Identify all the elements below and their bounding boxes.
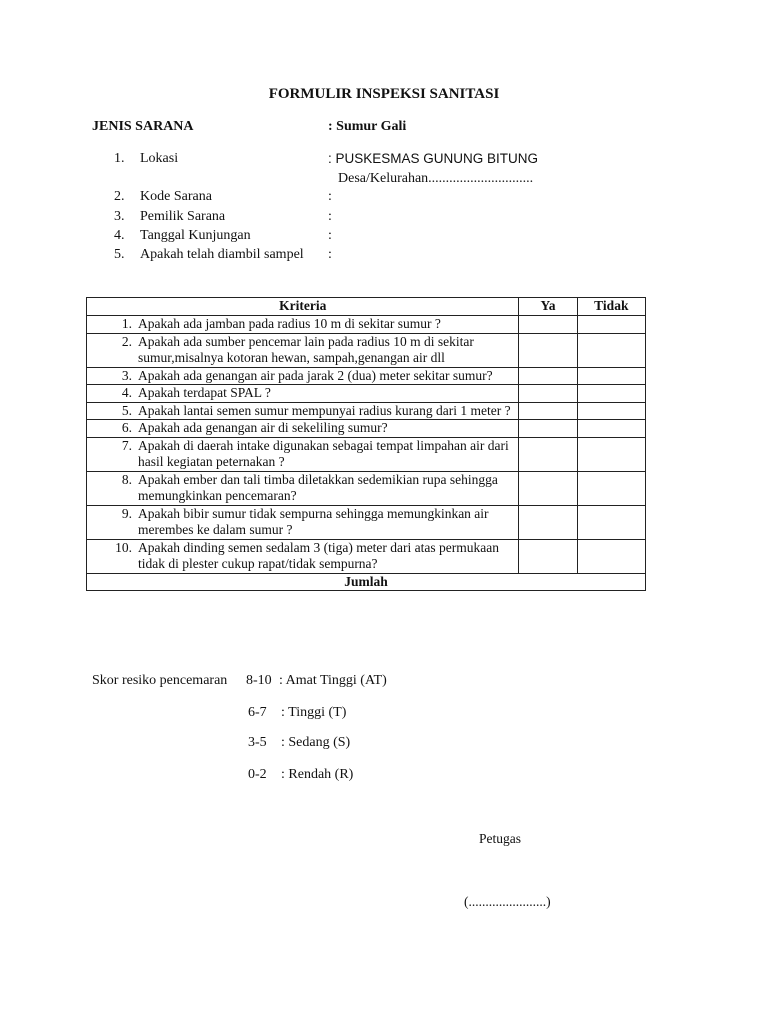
info-num: 4. — [114, 228, 125, 243]
info-num: 5. — [114, 247, 125, 262]
row-number: 1. — [121, 316, 132, 331]
petugas-label: Petugas — [479, 831, 521, 846]
cell-tidak[interactable] — [577, 316, 645, 334]
skor-range: 3-5 — [248, 735, 267, 750]
row-number: 3. — [121, 367, 132, 383]
info-value-desa: Desa/Kelurahan.............................. — [338, 171, 534, 186]
table-row — [87, 471, 646, 505]
info-label-sampel: Apakah telah diambil sampel — [140, 247, 304, 262]
jenis-sarana-value: : Sumur Gali — [328, 119, 407, 134]
info-num: 1. — [114, 151, 125, 166]
row-question: Apakah ada genangan air pada jarak 2 (dua) meter sekitar sumur? — [138, 367, 493, 383]
cell-ya[interactable] — [519, 505, 577, 539]
row-question: Apakah di daerah intake digunakan sebagai tempat limpahan air dari hasil kegiatan peternakan ? — [138, 437, 509, 469]
skor-prefix: Skor resiko pencemaran — [92, 673, 228, 688]
jenis-sarana-label: JENIS SARANA — [92, 119, 194, 134]
cell-tidak[interactable] — [577, 539, 645, 573]
row-number: 8. — [121, 471, 132, 487]
row-number: 7. — [121, 437, 132, 453]
row-number: 6. — [121, 420, 132, 435]
cell-tidak[interactable] — [577, 402, 645, 420]
info-value-pemilik-sarana: : — [328, 209, 332, 224]
total-row — [87, 573, 646, 591]
skor-range: 0-2 — [248, 767, 267, 782]
row-number: 4. — [121, 385, 132, 400]
cell-tidak[interactable] — [577, 333, 645, 367]
info-num: 3. — [114, 209, 125, 224]
table-row — [87, 402, 646, 420]
table-row — [87, 367, 646, 385]
cell-ya[interactable] — [519, 437, 577, 471]
skor-range: 8-10 — [246, 673, 272, 688]
cell-ya[interactable] — [519, 402, 577, 420]
header-ya: Ya — [519, 298, 577, 316]
info-num: 2. — [114, 189, 125, 204]
table-row — [87, 333, 646, 367]
table-row — [87, 505, 646, 539]
cell-ya[interactable] — [519, 333, 577, 367]
total-label: Jumlah — [87, 573, 646, 591]
table-row — [87, 420, 646, 438]
row-number: 10. — [115, 539, 132, 555]
info-value-lokasi: : PUSKESMAS GUNUNG BITUNG — [328, 151, 539, 166]
cell-ya[interactable] — [519, 420, 577, 438]
cell-ya[interactable] — [519, 367, 577, 385]
table-row — [87, 539, 646, 573]
row-question: Apakah ember dan tali timba diletakkan sedemikian rupa sehingga memungkinkan pencemaran? — [138, 471, 498, 503]
skor-level-value: : Rendah (R) — [281, 767, 354, 782]
header-kriteria: Kriteria — [87, 298, 519, 316]
row-question: Apakah dinding semen sedalam 3 (tiga) meter dari atas permukaan tidak di plester cukup rapat/tidak sempurna? — [138, 539, 499, 571]
cell-tidak[interactable] — [577, 437, 645, 471]
cell-tidak[interactable] — [577, 367, 645, 385]
row-question: Apakah ada genangan air di sekeliling sumur? — [138, 420, 388, 435]
cell-ya[interactable] — [519, 385, 577, 403]
header-tidak: Tidak — [577, 298, 645, 316]
skor-range: 6-7 — [248, 705, 267, 720]
info-value-tanggal: : — [328, 228, 332, 243]
skor-level-value: : Tinggi (T) — [281, 705, 347, 720]
row-number: 9. — [121, 505, 132, 521]
row-question: Apakah lantai semen sumur mempunyai radius kurang dari 1 meter ? — [138, 402, 511, 418]
row-question: Apakah terdapat SPAL ? — [138, 385, 271, 400]
info-label-pemilik-sarana: Pemilik Sarana — [140, 209, 226, 224]
info-value-kode-sarana: : — [328, 189, 332, 204]
cell-tidak[interactable] — [577, 420, 645, 438]
row-question: Apakah ada sumber pencemar lain pada radius 10 m di sekitar sumur,misalnya kotoran hewan, sampah,genangan air dll — [138, 333, 474, 365]
cell-tidak[interactable] — [577, 471, 645, 505]
kriteria-table — [86, 297, 646, 591]
skor-level-value: : Amat Tinggi (AT) — [279, 673, 387, 688]
row-question: Apakah bibir sumur tidak sempurna sehingga memungkinkan air merembes ke dalam sumur ? — [138, 505, 489, 537]
table-row — [87, 437, 646, 471]
form-title: FORMULIR INSPEKSI SANITASI — [268, 86, 500, 102]
cell-ya[interactable] — [519, 316, 577, 334]
signature-placeholder: (.......................) — [464, 894, 551, 909]
skor-level-value: : Sedang (S) — [281, 735, 351, 750]
row-number: 2. — [121, 333, 132, 349]
info-value-sampel: : — [328, 247, 332, 262]
info-label-lokasi: Lokasi — [140, 151, 179, 166]
table-row — [87, 316, 646, 334]
cell-tidak[interactable] — [577, 385, 645, 403]
row-number: 5. — [121, 402, 132, 418]
info-label-tanggal: Tanggal Kunjungan — [140, 228, 251, 243]
table-header-row — [87, 298, 646, 316]
cell-ya[interactable] — [519, 471, 577, 505]
info-label-kode-sarana: Kode Sarana — [140, 189, 212, 204]
cell-tidak[interactable] — [577, 505, 645, 539]
cell-ya[interactable] — [519, 539, 577, 573]
table-row — [87, 385, 646, 403]
row-question: Apakah ada jamban pada radius 10 m di sekitar sumur ? — [138, 316, 441, 331]
